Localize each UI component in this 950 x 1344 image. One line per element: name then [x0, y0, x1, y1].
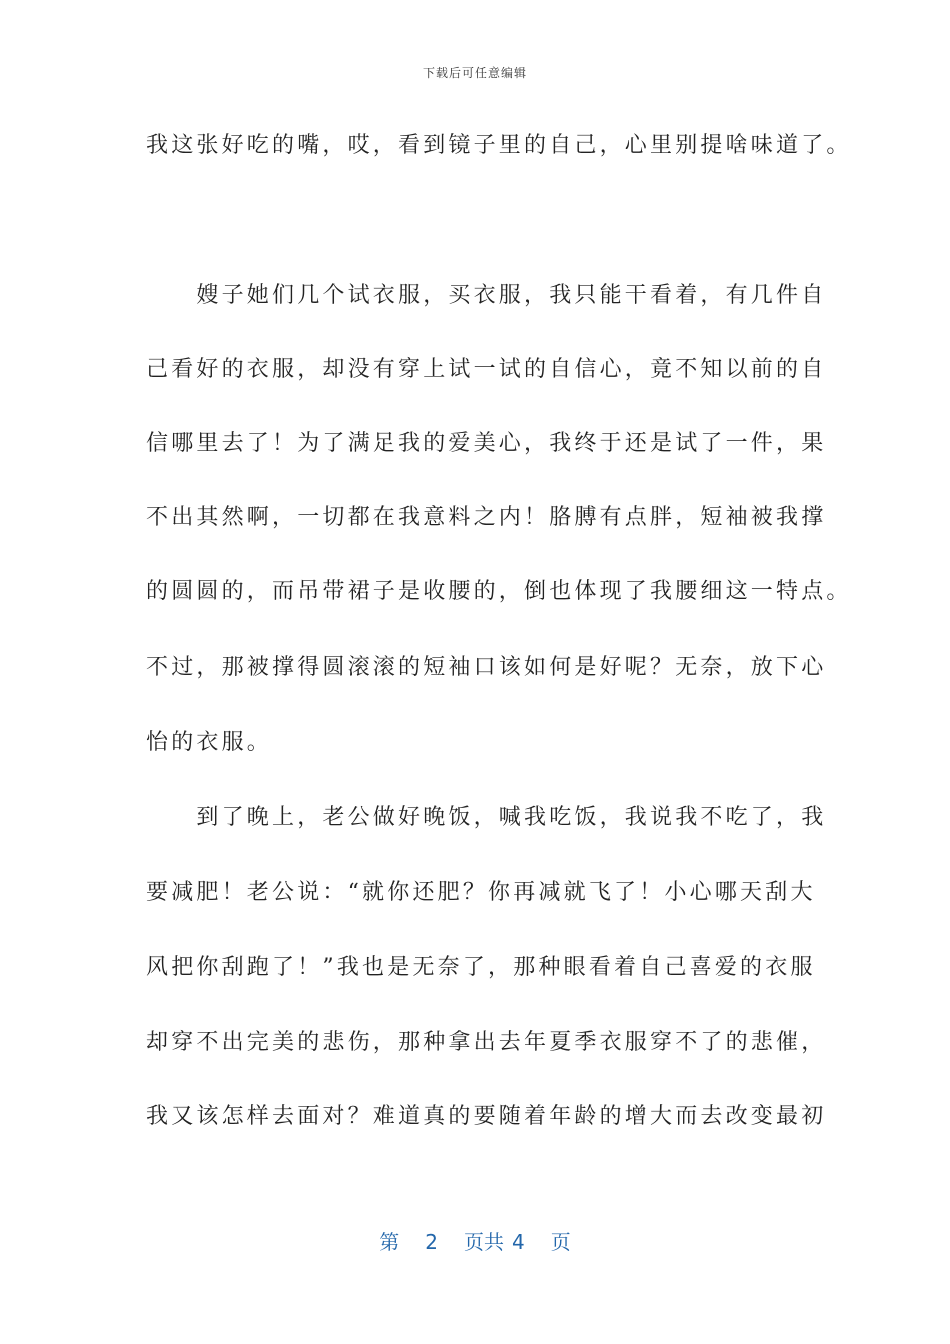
- footer-ye: 页: [550, 1230, 571, 1254]
- text-line: 不过，那被撑得圆滚滚的短袖口该如何是好呢？无奈，放下心: [146, 655, 827, 680]
- text-line: 的圆圆的，而吊带裙子是收腰的，倒也体现了我腰细这一特点。: [146, 579, 852, 604]
- text-line: 到了晚上，老公做好晚饭，喊我吃饭，我说我不吃了，我: [146, 805, 827, 830]
- footer-total-pages: 4: [512, 1230, 525, 1254]
- footer-current-page: 2: [425, 1230, 438, 1254]
- text-line: 我这张好吃的嘴，哎，看到镜子里的自己，心里别提啥味道了。: [146, 133, 852, 158]
- page-header-note: 下载后可任意编辑: [422, 66, 527, 80]
- text-line: 己看好的衣服，却没有穿上试一试的自信心，竟不知以前的自: [146, 357, 827, 382]
- page-footer: [0, 1226, 950, 1255]
- text-line: 风把你刮跑了！”我也是无奈了，那种眼看着自己喜爱的衣服: [146, 955, 816, 980]
- text-line: 不出其然啊，一切都在我意料之内！胳膊有点胖，短袖被我撑: [146, 505, 827, 530]
- text-line: 却穿不出完美的悲伤，那种拿出去年夏季衣服穿不了的悲催，: [146, 1030, 827, 1055]
- text-line: 要减肥！老公说：“就你还肥？你再减就飞了！小心哪天刮大: [146, 880, 816, 905]
- text-line: 嫂子她们几个试衣服，买衣服，我只能干看着，有几件自: [146, 283, 827, 308]
- text-line: 我又该怎样去面对？难道真的要随着年龄的增大而去改变最初: [146, 1104, 827, 1129]
- footer-di: 第: [379, 1230, 400, 1254]
- text-line: 怡的衣服。: [146, 730, 273, 755]
- text-line: 信哪里去了！为了满足我的爱美心，我终于还是试了一件，果: [146, 431, 827, 456]
- footer-ye-gong: 页共: [464, 1230, 504, 1254]
